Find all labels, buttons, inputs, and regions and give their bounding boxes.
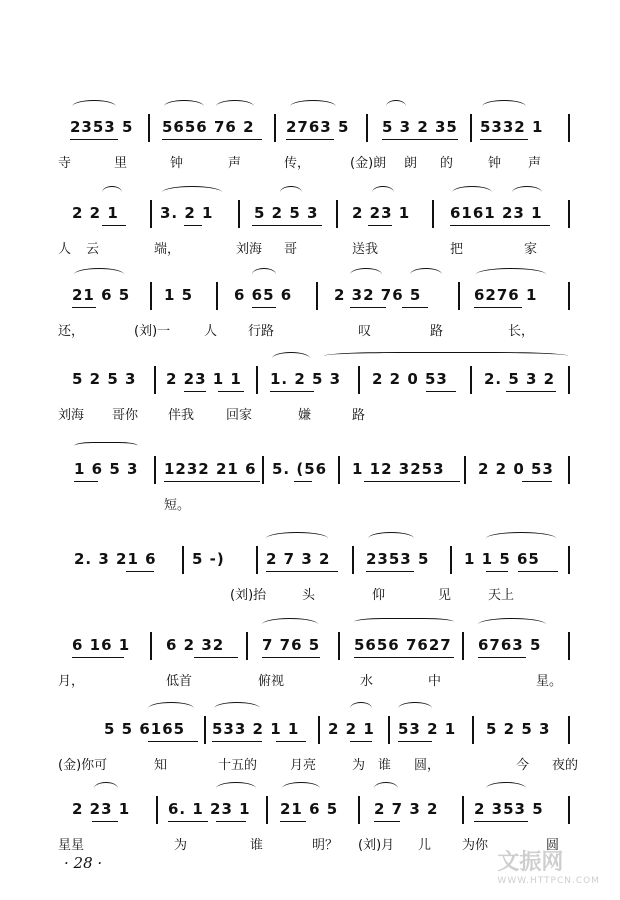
lyric-word: 天上	[488, 588, 515, 603]
bar-line	[358, 796, 360, 824]
lyric-word: 里	[114, 156, 128, 171]
bar-line	[246, 632, 248, 660]
beam	[262, 657, 320, 658]
slur	[476, 268, 546, 281]
beam	[350, 307, 386, 308]
lyric-line	[58, 754, 578, 774]
lyric-word: 仰	[372, 588, 386, 603]
bar-line	[318, 716, 320, 744]
measure: 2 2 1	[328, 720, 375, 738]
lyric-word: 星星	[58, 838, 85, 853]
bar-line	[432, 200, 434, 228]
beam	[518, 571, 558, 572]
bar-line	[388, 716, 390, 744]
beam	[382, 139, 458, 140]
slur	[324, 352, 568, 365]
slur	[512, 186, 542, 199]
measure: 53 2 1	[398, 720, 457, 738]
measure: 2353 5	[366, 550, 430, 568]
measure: 2 23 1 1	[166, 370, 242, 388]
lyric-word: 家	[524, 242, 538, 257]
measure: 2 2 0 53	[478, 460, 554, 478]
bar-line	[204, 716, 206, 744]
lyric-word: 月，	[58, 674, 85, 689]
lyric-word: 人	[204, 324, 218, 339]
lyric-word: 云	[86, 242, 100, 257]
lyric-word: (刘)月	[358, 838, 395, 853]
lyric-word: 见	[438, 588, 452, 603]
notation-line	[66, 796, 576, 822]
lyric-word: 低首	[166, 674, 193, 689]
lyric-word: 嫌	[298, 408, 312, 423]
beam	[294, 481, 312, 482]
lyric-word: 把	[450, 242, 464, 257]
slur	[280, 186, 302, 199]
notation-line	[66, 456, 576, 482]
measure: 2. 5 3 2	[484, 370, 556, 388]
beam	[368, 225, 392, 226]
lyric-line	[58, 320, 578, 340]
lyric-word: 圆，	[414, 758, 441, 773]
slur	[368, 532, 414, 545]
slur	[74, 442, 138, 455]
measure: 5656 7627	[354, 636, 452, 654]
slur	[374, 782, 398, 795]
beam	[480, 139, 528, 140]
beam	[184, 225, 202, 226]
beam	[486, 571, 508, 572]
slur	[102, 186, 122, 199]
bar-line	[262, 456, 264, 484]
lyric-word: 谁	[378, 758, 392, 773]
notation-line	[66, 546, 576, 572]
lyric-line	[58, 670, 578, 690]
measure: 2 32 76 5	[334, 286, 422, 304]
beam	[478, 657, 526, 658]
lyric-word: 路	[352, 408, 366, 423]
measure: 6161 23 1	[450, 204, 543, 222]
beam	[162, 139, 262, 140]
lyric-word: 水	[360, 674, 374, 689]
slur	[94, 782, 118, 795]
lyric-word: 还，	[58, 324, 85, 339]
beam	[354, 657, 454, 658]
lyric-word: (金)朗	[350, 156, 387, 171]
bar-line	[238, 200, 240, 228]
measure: 5 3 2 35	[382, 118, 458, 136]
beam	[148, 741, 198, 742]
slur	[74, 268, 124, 281]
slur	[272, 352, 310, 365]
beam	[522, 481, 552, 482]
beam	[72, 657, 124, 658]
lyric-word: 明？	[312, 838, 339, 853]
bar-line	[256, 366, 258, 394]
bar-line	[568, 716, 570, 744]
slur	[162, 186, 222, 199]
lyric-line	[58, 238, 578, 258]
slur	[252, 268, 276, 281]
beam	[184, 391, 206, 392]
bar-line	[568, 366, 570, 394]
bar-line	[462, 796, 464, 824]
beam	[252, 307, 276, 308]
slur	[350, 268, 382, 281]
slur	[164, 100, 204, 113]
bar-line	[472, 716, 474, 744]
bar-line	[156, 796, 158, 824]
lyric-word: 头	[302, 588, 316, 603]
measure: 2353 5	[70, 118, 134, 136]
notation-line	[66, 366, 576, 392]
lyric-line	[66, 584, 586, 604]
slur	[386, 100, 406, 113]
bar-line	[150, 282, 152, 310]
slur	[486, 532, 556, 545]
bar-line	[568, 796, 570, 824]
bar-line	[568, 632, 570, 660]
lyric-word: 长，	[508, 324, 535, 339]
beam	[506, 391, 556, 392]
bar-line	[568, 200, 570, 228]
bar-line	[470, 366, 472, 394]
bar-line	[154, 456, 156, 484]
measure: 6 16 1	[72, 636, 131, 654]
lyric-word: 叹	[358, 324, 372, 339]
lyric-word: 夜的	[552, 758, 579, 773]
bar-line	[568, 456, 570, 484]
beam	[366, 571, 414, 572]
measure: 533 2 1 1	[212, 720, 300, 738]
lyric-word: (刘)抬	[230, 588, 267, 603]
beam	[280, 821, 306, 822]
notation-line	[66, 282, 576, 308]
watermark-text: 文振网	[497, 850, 564, 875]
slur	[452, 186, 492, 199]
lyric-word: 星。	[536, 674, 563, 689]
lyric-word: 回家	[226, 408, 253, 423]
measure: 5 2 5 3	[72, 370, 137, 388]
lyric-word: 知	[154, 758, 168, 773]
beam	[216, 821, 246, 822]
lyric-word: 月亮	[290, 758, 317, 773]
measure: 6276 1	[474, 286, 538, 304]
lyric-word: 刘海	[236, 242, 263, 257]
beam	[374, 821, 400, 822]
lyric-word: 哥	[284, 242, 298, 257]
bar-line	[458, 282, 460, 310]
measure: 1232 21 6	[164, 460, 257, 478]
measure: 6. 1 23 1	[168, 800, 251, 818]
slur	[410, 268, 442, 281]
lyric-word: 为	[352, 758, 366, 773]
beam	[72, 307, 96, 308]
lyric-word: 路	[430, 324, 444, 339]
measure: 21 6 5	[280, 800, 339, 818]
bar-line	[154, 366, 156, 394]
bar-line	[464, 456, 466, 484]
bar-line	[352, 546, 354, 574]
lyric-word: 俯视	[258, 674, 285, 689]
beam	[218, 391, 244, 392]
slur	[216, 100, 254, 113]
measure: 5. (56	[272, 460, 328, 478]
lyric-word: 伴我	[168, 408, 195, 423]
lyric-line	[58, 404, 578, 424]
bar-line	[150, 200, 152, 228]
slur	[262, 618, 318, 631]
measure: 5 2 5 3	[486, 720, 551, 738]
lyric-line	[66, 494, 586, 514]
slur	[214, 702, 260, 715]
slur	[478, 618, 546, 631]
slur	[216, 782, 256, 795]
lyric-word: 谁	[250, 838, 264, 853]
measure: 7 76 5	[262, 636, 321, 654]
bar-line	[470, 114, 472, 142]
lyric-word: 端，	[154, 242, 181, 257]
beam	[92, 821, 118, 822]
lyric-word: 朗	[404, 156, 418, 171]
beam	[126, 571, 154, 572]
bar-line	[182, 546, 184, 574]
measure: 2 2 0 53	[372, 370, 448, 388]
beam	[164, 481, 260, 482]
slur	[350, 702, 372, 715]
beam	[398, 741, 432, 742]
slur	[398, 702, 432, 715]
slur	[148, 702, 194, 715]
watermark-url: WWW.HTTPCN.COM	[497, 876, 600, 886]
watermark-logo	[497, 845, 600, 886]
beam	[474, 307, 522, 308]
bar-line	[266, 796, 268, 824]
measure: 2. 3 21 6	[74, 550, 157, 568]
bar-line	[450, 546, 452, 574]
measure: 6 2 32	[166, 636, 225, 654]
lyric-word: 传，	[284, 156, 311, 171]
beam	[286, 139, 334, 140]
bar-line	[274, 114, 276, 142]
lyric-word: 人	[58, 242, 72, 257]
beam	[70, 139, 118, 140]
measure: 5 2 5 3	[254, 204, 319, 222]
measure: 2 23 1	[72, 800, 131, 818]
beam	[74, 481, 98, 482]
beam	[102, 225, 126, 226]
beam	[252, 225, 322, 226]
measure: 2 23 1	[352, 204, 411, 222]
lyric-word: 为	[174, 838, 188, 853]
slur	[266, 532, 328, 545]
beam	[168, 821, 208, 822]
lyric-word: 钟	[488, 156, 502, 171]
measure: 3. 2 1	[160, 204, 214, 222]
beam	[212, 741, 262, 742]
lyric-word: 短。	[164, 498, 191, 513]
beam	[350, 741, 372, 742]
bar-line	[568, 282, 570, 310]
measure: 1 12 3253	[352, 460, 445, 478]
measure: 2763 5	[286, 118, 350, 136]
lyric-word: 圆	[546, 838, 560, 853]
lyric-word: 行路	[248, 324, 275, 339]
bar-line	[216, 282, 218, 310]
bar-line	[150, 632, 152, 660]
beam	[364, 481, 460, 482]
bar-line	[148, 114, 150, 142]
bar-line	[366, 114, 368, 142]
measure: 6 65 6	[234, 286, 293, 304]
slur	[354, 618, 454, 631]
notation-line	[66, 716, 576, 742]
measure: 2 7 3 2	[374, 800, 439, 818]
bar-line	[256, 546, 258, 574]
slur	[282, 782, 320, 795]
lyric-word: 儿	[418, 838, 432, 853]
lyric-word: 十五的	[218, 758, 258, 773]
notation-line	[66, 114, 576, 140]
beam	[266, 571, 338, 572]
measure: 2 2 1	[72, 204, 119, 222]
slur	[372, 186, 394, 199]
lyric-word: (刘)一	[134, 324, 171, 339]
lyric-word: 声	[228, 156, 242, 171]
measure: 21 6 5	[72, 286, 131, 304]
beam	[270, 391, 314, 392]
beam	[474, 821, 528, 822]
measure: 2 353 5	[474, 800, 544, 818]
beam	[402, 307, 428, 308]
slur	[482, 100, 526, 113]
slur	[72, 100, 116, 113]
measure: 1. 2 5 3	[270, 370, 342, 388]
lyric-word: 今	[516, 758, 530, 773]
bar-line	[568, 546, 570, 574]
measure: 1 1 5 65	[464, 550, 540, 568]
measure: 5332 1	[480, 118, 544, 136]
measure: 1 5	[164, 286, 194, 304]
lyric-word: 为你	[462, 838, 489, 853]
measure: 2 7 3 2	[266, 550, 331, 568]
notation-line	[66, 632, 576, 658]
bar-line	[338, 456, 340, 484]
lyric-word: 的	[440, 156, 454, 171]
bar-line	[462, 632, 464, 660]
lyric-line	[58, 152, 578, 172]
lyric-word: 送我	[352, 242, 379, 257]
beam	[194, 657, 238, 658]
lyric-word: 哥你	[112, 408, 139, 423]
lyric-word: 中	[428, 674, 442, 689]
slur	[486, 782, 526, 795]
page-number: · 28 ·	[64, 854, 103, 872]
bar-line	[568, 114, 570, 142]
lyric-word: 钟	[170, 156, 184, 171]
bar-line	[316, 282, 318, 310]
slur	[290, 100, 336, 113]
measure: 1 6 5 3	[74, 460, 139, 478]
lyric-word: 寺	[58, 156, 72, 171]
beam	[276, 741, 306, 742]
measure: 5 5 6165	[104, 720, 186, 738]
measure: 5 -)	[192, 550, 225, 568]
beam	[450, 225, 550, 226]
bar-line	[336, 200, 338, 228]
lyric-word: 刘海	[58, 408, 85, 423]
measure: 5656 76 2	[162, 118, 255, 136]
beam	[426, 391, 456, 392]
lyric-word: 声	[528, 156, 542, 171]
notation-line	[66, 200, 576, 226]
bar-line	[358, 366, 360, 394]
lyric-word: (金)你可	[58, 758, 108, 773]
bar-line	[338, 632, 340, 660]
measure: 6763 5	[478, 636, 542, 654]
